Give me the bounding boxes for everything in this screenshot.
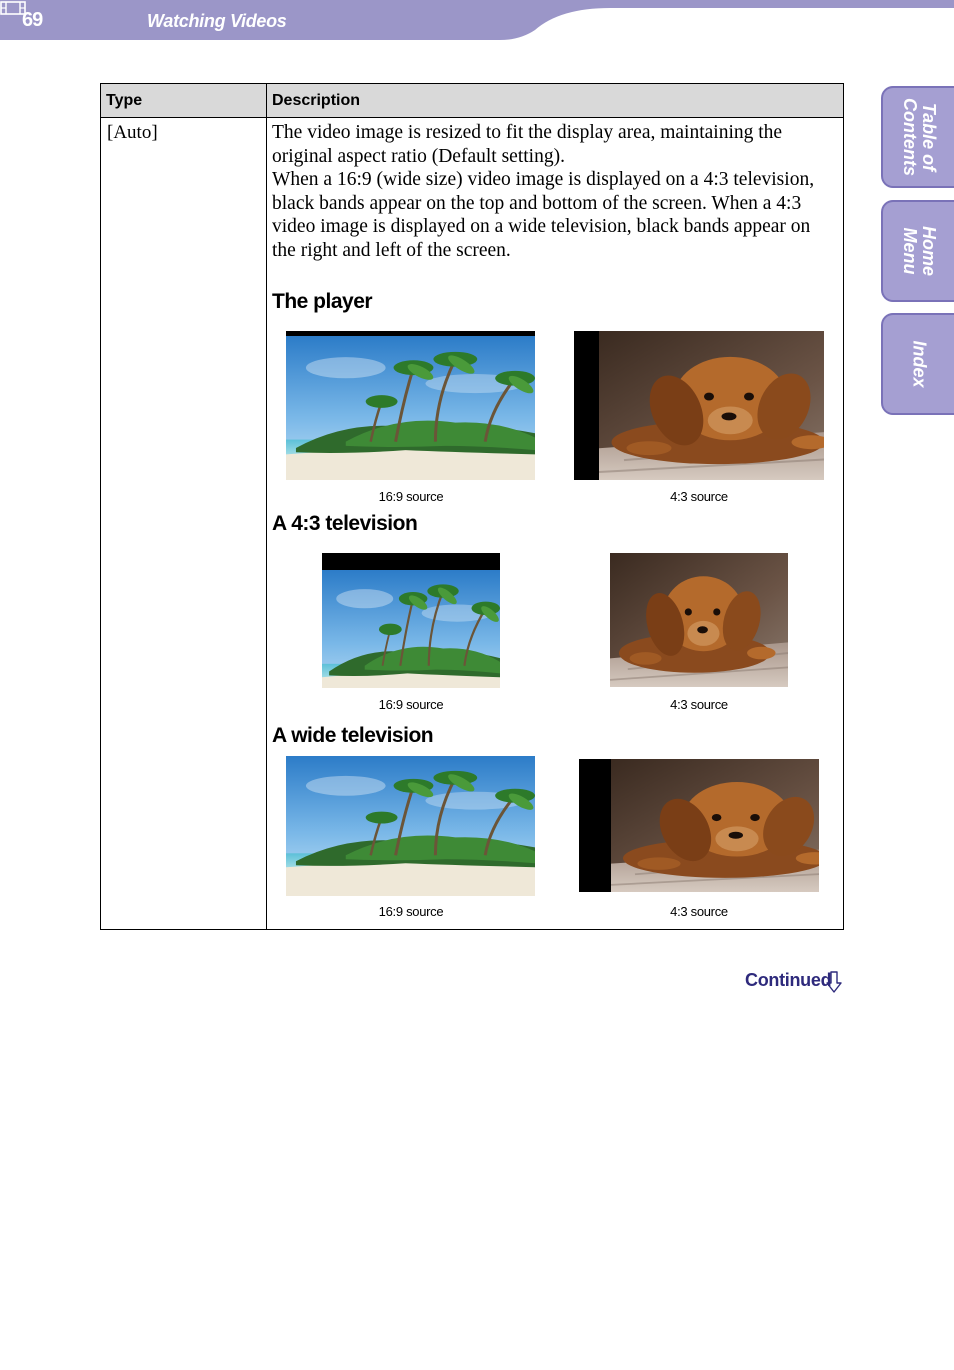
column-header-type: Type [106,92,143,109]
down-arrow-icon [826,971,842,993]
image-4x3tv-4x3 [610,553,788,687]
image-4x3tv-16x9 [322,553,500,688]
image-player-4x3 [574,331,824,480]
column-divider [266,84,267,929]
page-number: 69 [22,9,43,31]
caption-4x3: 4:3 source [670,489,728,504]
image-widetv-4x3 [579,759,819,892]
description-paragraph: When a 16:9 (wide size) video image is displayed on a 4:3 television, black bands appear on the top and bottom of the screen. When a 4:3 video image is displayed on a wide television, black bands appear on the right and left of the screen. [272,169,815,261]
image-player-16x9 [286,331,535,480]
tab-label: Index [909,340,929,388]
tab-label: Home Menu [899,225,939,277]
caption-16x9: 16:9 source [378,697,444,712]
description-paragraph: The video image is resized to fit the display area, maintaining the original aspect ratio (Default setting). [272,122,783,167]
cell-type-value: [Auto] [107,122,158,143]
caption-16x9: 16:9 source [378,904,444,919]
section-title-wide-tv: A wide television [272,724,434,747]
header-band [0,0,954,40]
video-film-icon [0,0,26,16]
cell-description [272,121,838,263]
table-header-row [101,84,843,118]
section-title-4x3-tv: A 4:3 television [272,512,418,535]
continued-link[interactable]: Continued [745,970,832,990]
column-header-description: Description [272,92,361,109]
caption-16x9: 16:9 source [378,489,444,504]
image-widetv-16x9 [286,756,535,896]
tab-table-of-contents[interactable] [881,86,954,188]
section-title-player: The player [272,290,373,313]
tab-label: Table of Contents [899,98,939,176]
header-title: Watching Videos [147,11,287,31]
page-header [0,0,954,40]
caption-4x3: 4:3 source [670,697,728,712]
tab-home-menu[interactable] [881,200,954,302]
tab-index[interactable] [881,313,954,415]
caption-4x3: 4:3 source [670,904,728,919]
